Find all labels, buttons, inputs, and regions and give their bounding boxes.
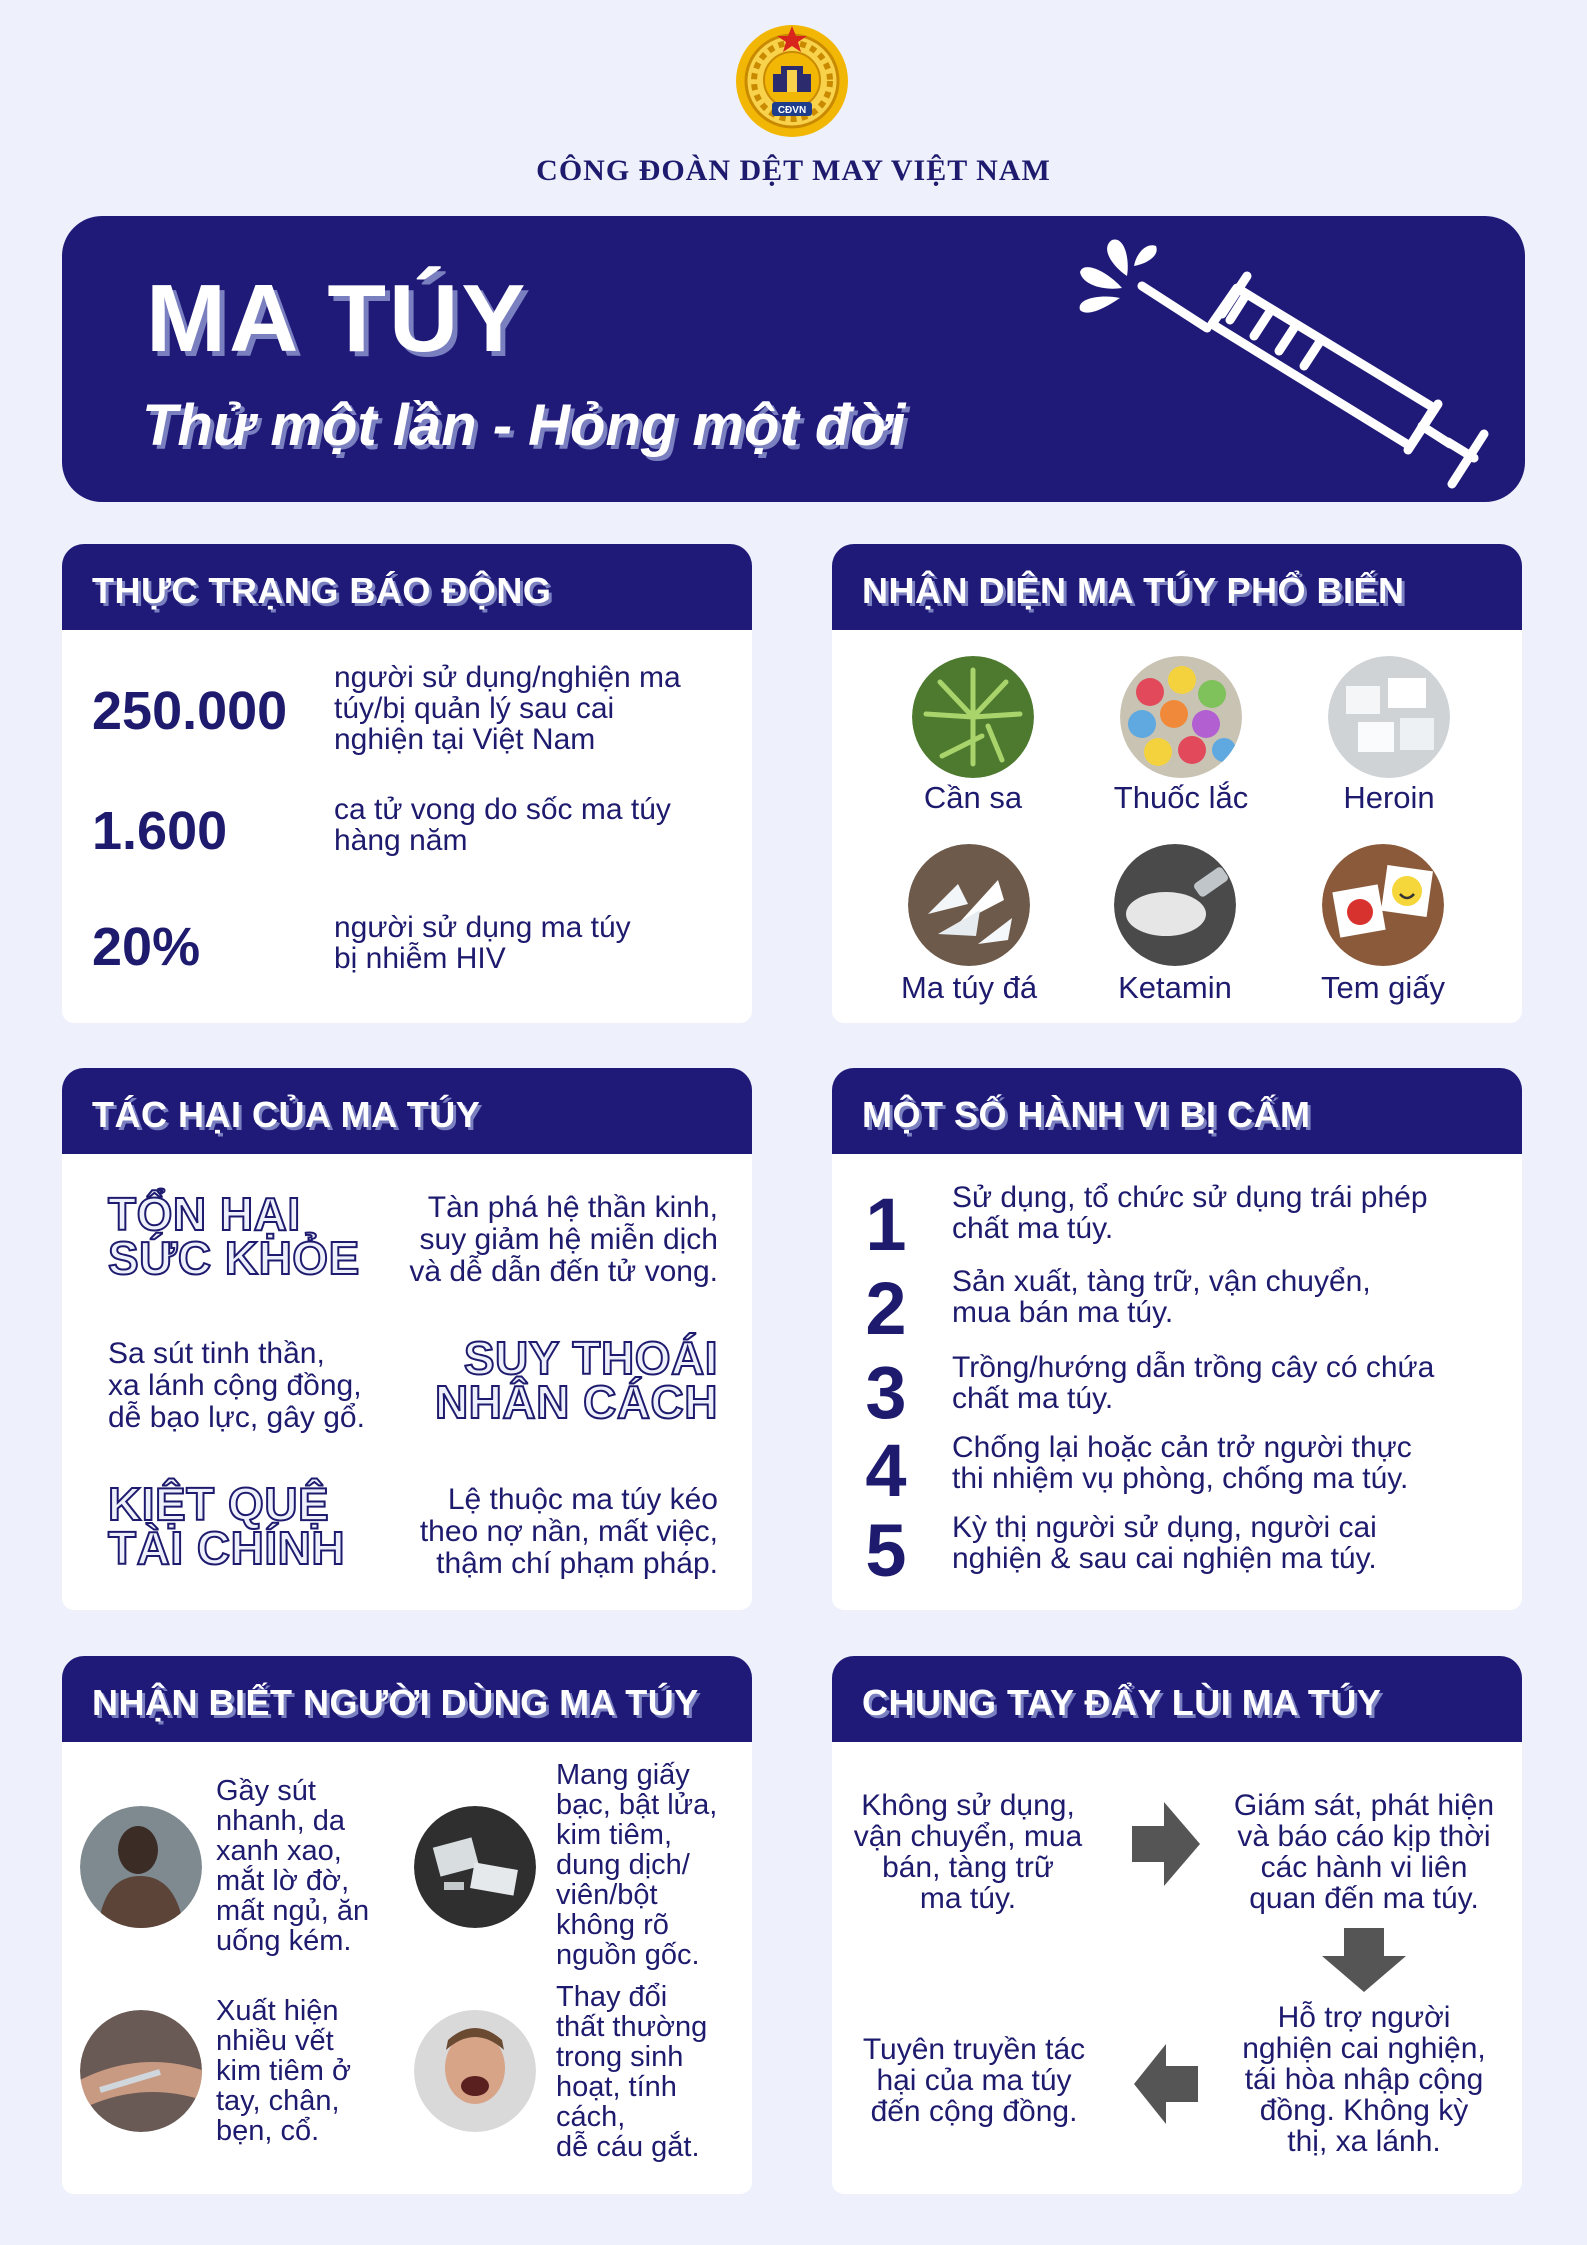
logo-text: CĐVN (777, 105, 807, 116)
hero-banner (62, 216, 1525, 502)
arrow-right-icon (1132, 1802, 1200, 1886)
banned-number: 3 (865, 1351, 907, 1434)
personality-decline-text: Sa sút tinh thần, xa lánh cộng đồng, dễ bạo lực, gây gổ. (108, 1337, 365, 1434)
banned-number: 4 (865, 1429, 907, 1512)
syringe-icon (1072, 236, 1492, 496)
banned-number: 1 (865, 1183, 907, 1266)
paper-tab-image (1322, 844, 1444, 966)
banned-item: Trồng/hướng dẫn trồng cây có chứa chất ma túy. (952, 1351, 1435, 1415)
thin-person-image (80, 1806, 202, 1928)
step-support-rehab: Hỗ trợ người nghiện cai nghiện, tái hòa nhập cộng đồng. Không kỳ thị, xa lánh. (1242, 2001, 1486, 2158)
financial-ruin-text: Lệ thuộc ma túy kéo theo nợ nần, mất việc, thậm chí phạm pháp. (419, 1483, 718, 1580)
recognize-heading: NHẬN BIẾT NGƯỜI DÙNG MA TÚY (62, 1656, 752, 1742)
arrow-left-icon (1134, 2044, 1198, 2124)
injection-marks-image (80, 2010, 202, 2132)
heroin-image (1328, 656, 1450, 778)
banned-number: 2 (865, 1267, 907, 1350)
banned-number: 5 (865, 1509, 907, 1592)
banned-heading: MỘT SỐ HÀNH VI BỊ CẤM (832, 1068, 1522, 1154)
personality-decline-title: SUY THOÁI NHÂN CÁCH (434, 1332, 718, 1428)
status-heading: THỰC TRẠNG BÁO ĐỘNG (62, 544, 752, 630)
ketamine-image (1114, 844, 1236, 966)
banned-item: Kỳ thị người sử dụng, người cai nghiện & sau cai nghiện ma túy. (952, 1511, 1377, 1575)
step-monitor-report: Giám sát, phát hiện và báo cáo kịp thời các hành vi liên quan đến ma túy. (1233, 1789, 1495, 1915)
joinhands-heading: CHUNG TAY ĐẨY LÙI MA TÚY (832, 1656, 1522, 1742)
crystal-meth-image (908, 844, 1030, 966)
hero-slogan: Thử một lần - Hỏng một đời (142, 393, 906, 458)
drug-label-heroin: Heroin (1343, 780, 1435, 815)
status-card (62, 630, 752, 1023)
banned-item: Chống lại hoặc cản trở người thực thi nhiệm vụ phòng, chống ma túy. (952, 1431, 1412, 1495)
arrow-down-icon (1322, 1928, 1406, 1992)
ecstasy-image (1120, 656, 1242, 778)
stat-number: 250.000 (92, 681, 288, 741)
drug-label-paper-tab: Tem giấy (1320, 970, 1446, 1005)
banned-item: Sử dụng, tổ chức sử dụng trái phép chất ma túy. (952, 1181, 1428, 1245)
cannabis-image (912, 656, 1034, 778)
step-no-use: Không sử dụng, vận chuyển, mua bán, tàng trữ ma túy. (853, 1789, 1083, 1915)
drug-label-ketamine: Ketamin (1118, 970, 1232, 1005)
organization-name: CÔNG ĐOÀN DỆT MAY VIỆT NAM (536, 154, 1051, 187)
banned-card (832, 1154, 1522, 1610)
step-propaganda: Tuyên truyền tác hại của ma túy đến cộng đồng. (862, 2033, 1086, 2128)
stat-number: 1.600 (92, 801, 228, 861)
sign-injection-marks: Xuất hiện nhiều vết kim tiêm ở tay, chân, bẹn, cổ. (216, 1995, 352, 2147)
joinhands-card (832, 1742, 1522, 2194)
stat-description: người sử dụng/nghiện ma túy/bị quản lý sau cai nghiện tại Việt Nam (334, 661, 681, 756)
harms-heading: TÁC HẠI CỦA MA TÚY (62, 1068, 752, 1154)
drug-items-image (414, 1806, 536, 1928)
health-damage-title: TỔN HẠI SỨC KHỎE (108, 1188, 360, 1284)
banned-item: Sản xuất, tàng trữ, vận chuyển, mua bán ma túy. (952, 1265, 1371, 1329)
harms-card (62, 1154, 752, 1610)
stat-number: 20% (92, 917, 201, 977)
sign-thin-body: Gầy sút nhanh, da xanh xao, mắt lờ đờ, mất ngủ, ăn uống kém. (216, 1775, 370, 1957)
drugs-heading: NHẬN DIỆN MA TÚY PHỔ BIẾN (832, 544, 1522, 630)
drug-label-cannabis: Cần sa (923, 780, 1023, 815)
recognize-card (62, 1742, 752, 2194)
drug-label-crystal-meth: Ma túy đá (900, 970, 1038, 1005)
union-logo (733, 22, 851, 140)
stat-description: người sử dụng ma túy bị nhiễm HIV (334, 911, 631, 975)
hero-title: MA TÚY (146, 265, 529, 372)
drugs-card (832, 630, 1522, 1023)
angry-man-image (414, 2010, 536, 2132)
sign-carrying-items: Mang giấy bạc, bật lửa, kim tiêm, dung dịch/ viên/bột không rõ nguồn gốc. (556, 1759, 718, 1971)
financial-ruin-title: KIỆT QUỆ TÀI CHÍNH (108, 1478, 346, 1574)
stat-description: ca tử vong do sốc ma túy hàng năm (334, 793, 671, 857)
health-damage-text: Tàn phá hệ thần kinh, suy giảm hệ miễn dịch và dễ dẫn đến tử vong. (409, 1191, 718, 1288)
sign-behavior-change: Thay đổi thất thường trong sinh hoạt, tính cách, dễ cáu gắt. (556, 1981, 708, 2163)
drug-label-ecstasy: Thuốc lắc (1113, 780, 1249, 815)
